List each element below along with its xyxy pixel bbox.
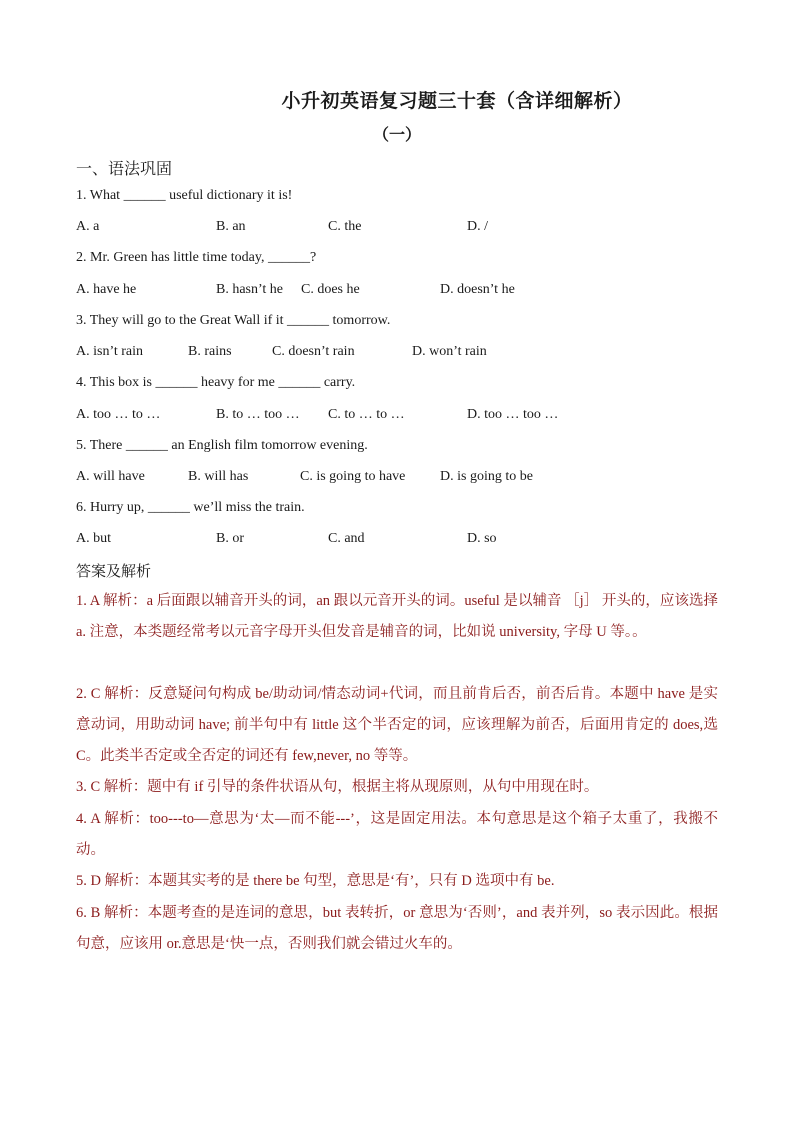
option-c: C. the	[328, 219, 362, 234]
explanation-3: 3. C 解析：题中有 if 引导的条件状语从句，根据主将从现原则，从句中用现在时。	[76, 779, 599, 795]
answers-heading: 答案及解析	[76, 564, 152, 580]
option-b: B. or	[216, 531, 244, 546]
document-title: 小升初英语复习题三十套（含详细解析）	[281, 91, 633, 112]
option-a: A. have he	[76, 282, 137, 297]
option-a: A. but	[76, 531, 111, 546]
explanation-5: 5. D 解析：本题其实考的是 there be 句型，意思是‘有’，只有 D 选项中有 be.	[76, 873, 555, 889]
option-c: C. doesn’t rain	[272, 344, 355, 359]
explanation-2: 2. C 解析：反意疑问句构成 be/助动词/情态动词+代词，而且前肯后否，前否后肯。本题中 have 是实意动词，用助动词 have; 前半句中有 little 这个半否定的词，应该理解为前否，后面用肯定的 does,选 C。此类半否定或全否定的词还有 few,never, no 等等。	[76, 686, 718, 764]
option-d: D. /	[467, 219, 488, 234]
option-a: A. will have	[76, 469, 145, 484]
option-b: B. will has	[188, 469, 249, 484]
document-subtitle: （一）	[372, 127, 421, 144]
explanation-6: 6. B 解析：本题考查的是连词的意思，but 表转折，or 意思为‘否则’，and 表并列，so 表示因此。根据句意，应该用 or.意思是‘快一点，否则我们就会错过火车的。	[76, 905, 718, 952]
section-heading: 一、语法巩固	[76, 161, 173, 178]
option-b: B. rains	[188, 344, 232, 359]
option-d: D. is going to be	[440, 469, 533, 484]
option-c: C. is going to have	[300, 469, 406, 484]
question-stem: 5. There ______ an English film tomorrow evening.	[76, 438, 368, 453]
option-b: B. to … too …	[216, 407, 300, 422]
option-b: B. hasn’t he	[216, 282, 284, 297]
question-stem: 3. They will go to the Great Wall if it ______ tomorrow.	[76, 313, 391, 328]
option-a: A. isn’t rain	[76, 344, 144, 359]
explanation-4: 4. A 解析：too---to—意思为‘太—而不能---’，这是固定用法。本句意思是这个箱子太重了，我搬不动。	[76, 811, 718, 858]
question-stem: 6. Hurry up, ______ we’ll miss the train.	[76, 500, 305, 515]
option-d: D. doesn’t he	[440, 282, 515, 297]
option-c: C. does he	[301, 282, 360, 297]
explanation-1: 1. A 解析：a 后面跟以辅音开头的词，an 跟以元音开头的词。useful 是以辅音 ［j］ 开头的，应该选择 a. 注意，本类题经常考以元音字母开头但发音是辅音的词，比如说 university, 字母 U 等。。	[76, 593, 718, 640]
question-stem: 2. Mr. Green has little time today, ______?	[76, 250, 317, 265]
option-a: A. a	[76, 219, 100, 234]
question-stem: 1. What ______ useful dictionary it is!	[76, 188, 293, 203]
question-stem: 4. This box is ______ heavy for me ______ carry.	[76, 375, 356, 390]
option-d: D. too … too …	[467, 407, 559, 422]
option-c: C. to … to …	[328, 407, 405, 422]
option-a: A. too … to …	[76, 407, 161, 422]
option-d: D. won’t rain	[412, 344, 487, 359]
option-c: C. and	[328, 531, 365, 546]
option-b: B. an	[216, 219, 246, 234]
option-d: D. so	[467, 531, 497, 546]
